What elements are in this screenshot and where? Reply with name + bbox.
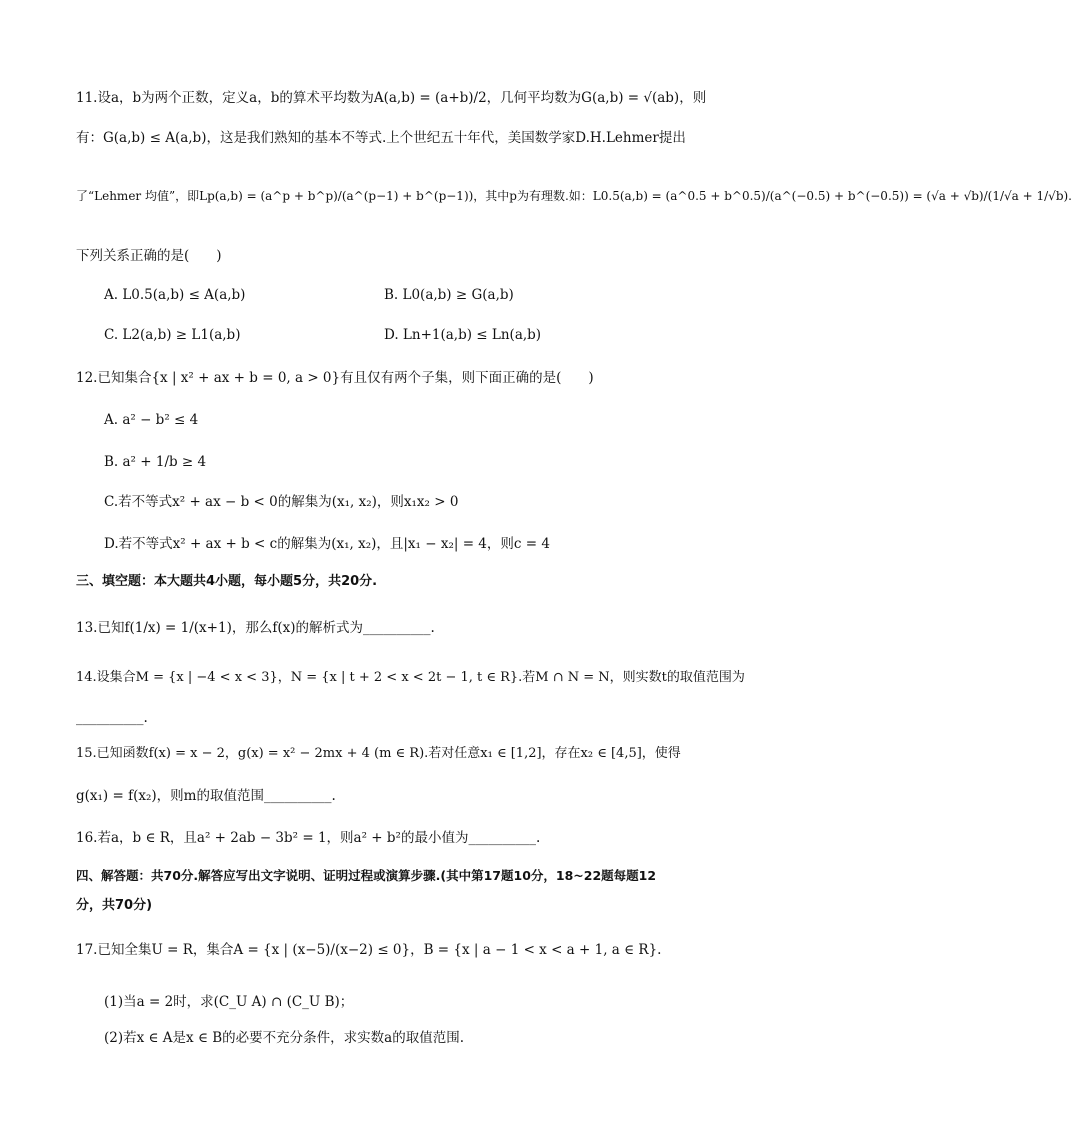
- q15-line-2: g(x₁) = f(x₂)，则m的取值范围__________.: [76, 788, 336, 804]
- q11-line-1: 11.设a，b为两个正数，定义a，b的算术平均数为A(a,b) = (a+b)/2，几何平均数为G(a,b) = √(ab)，则: [76, 90, 707, 106]
- q13: 13.已知f(1/x) = 1/(x+1)，那么f(x)的解析式为__________.: [76, 620, 435, 636]
- q11-option-d: D. Ln+1(a,b) ≤ Ln(a,b): [384, 327, 542, 343]
- q15-line-1: 15.已知函数f(x) = x − 2，g(x) = x² − 2mx + 4 (m ∈ R).若对任意x₁ ∈ [1,2]，存在x₂ ∈ [4,5]，使得: [76, 746, 681, 761]
- q12-option-d: D.若不等式x² + ax + b < c的解集为(x₁, x₂)，且|x₁ − x₂| = 4，则c = 4: [104, 536, 550, 552]
- section-4-heading: 四、解答题：共70分.解答应写出文字说明、证明过程或演算步骤.(其中第17题10分，18~22题每题12: [76, 868, 657, 883]
- q14-line-2: __________.: [76, 710, 148, 726]
- q17-part-1: (1)当a = 2时，求(C_U A) ∩ (C_U B)；: [104, 994, 354, 1010]
- q17-part-2: (2)若x ∈ A是x ∈ B的必要不充分条件，求实数a的取值范围.: [104, 1030, 465, 1046]
- q12-stem: 12.已知集合{x | x² + ax + b = 0, a > 0}有且仅有两个子集，则下面正确的是( ): [76, 370, 594, 386]
- section-4-heading-cont: 分，共70分): [76, 898, 153, 913]
- q12-option-c: C.若不等式x² + ax − b < 0的解集为(x₁, x₂)，则x₁x₂ > 0: [104, 494, 459, 510]
- q17-stem: 17.已知全集U = R，集合A = {x | (x−5)/(x−2) ≤ 0}，B = {x | a − 1 < x < a + 1, a ∈ R}.: [76, 942, 662, 958]
- q11-option-b: B. L0(a,b) ≥ G(a,b): [384, 287, 514, 303]
- q11-line-2: 有：G(a,b) ≤ A(a,b)，这是我们熟知的基本不等式.上个世纪五十年代，美国数学家D.H.Lehmer提出: [76, 130, 686, 146]
- q14-line-1: 14.设集合M = {x | −4 < x < 3}，N = {x | t + 2 < x < 2t − 1, t ∈ R}.若M ∩ N = N，则实数t的取值范围为: [76, 670, 745, 685]
- q12-option-a: A. a² − b² ≤ 4: [104, 412, 199, 428]
- section-3-heading: 三、填空题：本大题共4小题，每小题5分，共20分.: [76, 574, 378, 589]
- q11-line-3: 了“Lehmer 均值”，即Lp(a,b) = (a^p + b^p)/(a^(p−1) + b^(p−1))，其中p为有理数.如：L0.5(a,b) = (a^0.5 + b^0.5)/(a^(−0.5) + b^(−0.5)) = (√a + √b)/(1/√a + 1/√b).: [76, 189, 1072, 203]
- q11-option-a: A. L0.5(a,b) ≤ A(a,b): [104, 287, 246, 303]
- q11-option-c: C. L2(a,b) ≥ L1(a,b): [104, 327, 241, 343]
- q16: 16.若a，b ∈ R，且a² + 2ab − 3b² = 1，则a² + b²的最小值为__________.: [76, 830, 541, 846]
- q12-option-b: B. a² + 1/b ≥ 4: [104, 454, 207, 470]
- q11-prompt: 下列关系正确的是( ): [76, 248, 222, 264]
